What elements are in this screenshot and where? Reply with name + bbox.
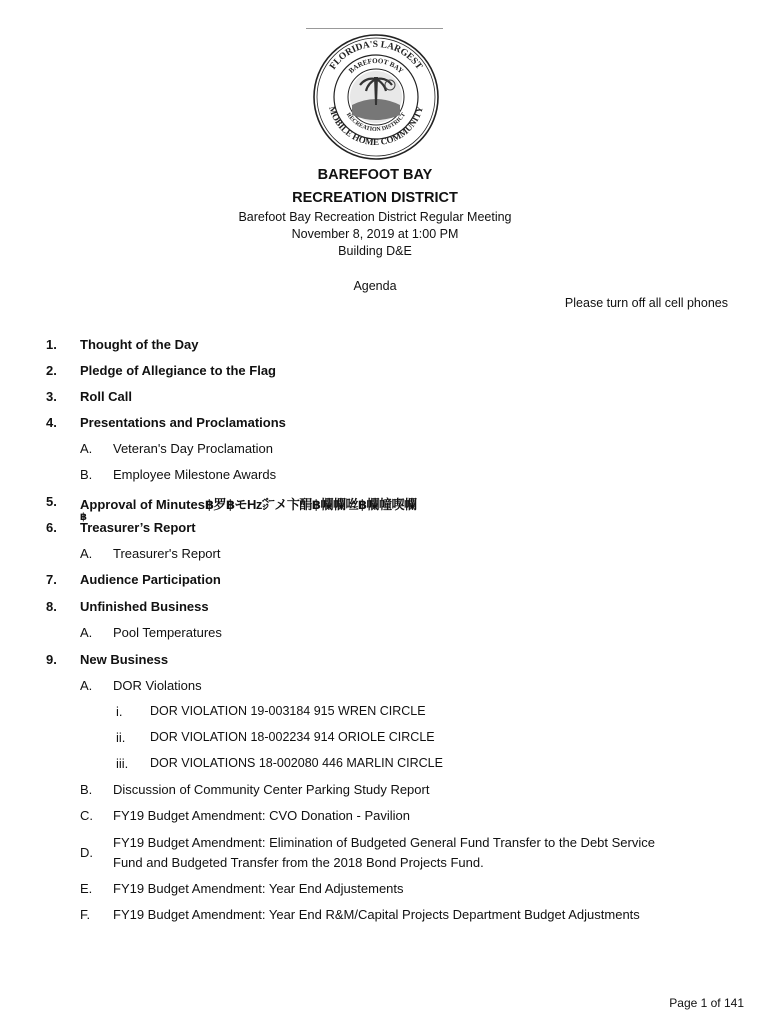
agenda-item-title: Thought of the Day — [80, 337, 199, 352]
violation-item: DOR VIOLATION 19-003184 915 WREN CIRCLE — [150, 704, 426, 718]
item-number: 3. — [46, 389, 57, 404]
seal-inner-text: BAREFOOT BAY — [347, 56, 405, 76]
subitem-letter: D. — [80, 845, 93, 860]
violation-item: DOR VIOLATIONS 18-002080 446 MARLIN CIRCLE — [150, 756, 443, 770]
subitem-letter: B. — [80, 782, 93, 797]
agenda-item-title: Roll Call — [80, 389, 133, 404]
top-rule — [306, 28, 443, 29]
item-number: 4. — [46, 415, 57, 430]
garbled-text-fragment: ฿ — [80, 512, 87, 523]
agenda-item-title: Unfinished Business — [80, 599, 209, 614]
garbled-text: ฿罗฿モHz㌻メ卞䣺฿幱幱咝฿幱幢喫幱 — [204, 497, 417, 512]
agenda-item-title: New Business — [80, 652, 169, 667]
roman-numeral: i. — [116, 704, 123, 719]
district-seal-logo — [312, 33, 440, 161]
cell-phone-notice: Please turn off all cell phones — [564, 296, 728, 310]
subitem-text-continued: Fund and Budgeted Transfer from the 2018 Bond Projects Fund. — [113, 855, 484, 870]
subitem-text: DOR Violations — [113, 678, 202, 693]
item-number: 2. — [46, 363, 57, 378]
subitem-letter: B. — [80, 467, 93, 482]
seal-top-text: FLORIDA'S LARGEST — [328, 39, 424, 72]
seal-center-emblem — [350, 71, 402, 123]
agenda-item-title: Pledge of Allegiance to the Flag — [80, 363, 276, 378]
item-number: 1. — [46, 337, 57, 352]
minutes-title: Approval of Minutes — [80, 497, 205, 512]
seal-inner-bottom-text: RECREATION DISTRICT — [344, 111, 408, 134]
agenda-item-title: Treasurer’s Report — [80, 520, 196, 535]
roman-numeral: ii. — [116, 730, 126, 745]
subitem-letter: C. — [80, 808, 93, 823]
agenda-item-title: Audience Participation — [80, 572, 221, 587]
subitem-text: Discussion of Community Center Parking Study Report — [113, 782, 430, 797]
subitem-letter: A. — [80, 625, 93, 640]
subitem-text: Pool Temperatures — [113, 625, 222, 640]
roman-numeral: iii. — [116, 756, 129, 771]
subitem-text: FY19 Budget Amendment: Year End R&M/Capital Projects Department Budget Adjustments — [113, 907, 640, 922]
subitem-text: Veteran's Day Proclamation — [113, 441, 274, 456]
item-number: 5. — [46, 494, 57, 509]
subitem-letter: A. — [80, 441, 93, 456]
subitem-text: FY19 Budget Amendment: Elimination of Budgeted General Fund Transfer to the Debt Service — [113, 835, 655, 850]
meeting-title: Barefoot Bay Recreation District Regular Meeting — [238, 210, 512, 224]
org-name-line1: BAREFOOT BAY — [317, 167, 433, 183]
subitem-text: FY19 Budget Amendment: CVO Donation - Pavilion — [113, 808, 410, 823]
subitem-text: Treasurer's Report — [113, 546, 221, 561]
subitem-letter: A. — [80, 546, 93, 561]
org-name-line2: RECREATION DISTRICT — [292, 190, 458, 206]
meeting-date: November 8, 2019 at 1:00 PM — [291, 227, 459, 241]
agenda-label: Agenda — [353, 279, 397, 293]
page-number: Page 1 of 141 — [669, 996, 744, 1010]
item-number: 7. — [46, 572, 57, 587]
subitem-text: Employee Milestone Awards — [113, 467, 277, 482]
meeting-location: Building D&E — [338, 244, 412, 258]
violation-item: DOR VIOLATION 18-002234 914 ORIOLE CIRCLE — [150, 730, 435, 744]
agenda-item-title — [80, 494, 417, 513]
subitem-letter: A. — [80, 678, 93, 693]
subitem-text: FY19 Budget Amendment: Year End Adjustements — [113, 881, 404, 896]
subitem-letter: E. — [80, 881, 93, 896]
item-number: 6. — [46, 520, 57, 535]
agenda-item-title: Presentations and Proclamations — [80, 415, 286, 430]
subitem-letter: F. — [80, 907, 91, 922]
item-number: 9. — [46, 652, 57, 667]
item-number: 8. — [46, 599, 57, 614]
seal-bottom-text: MOBILE HOME COMMUNITY — [327, 104, 425, 148]
